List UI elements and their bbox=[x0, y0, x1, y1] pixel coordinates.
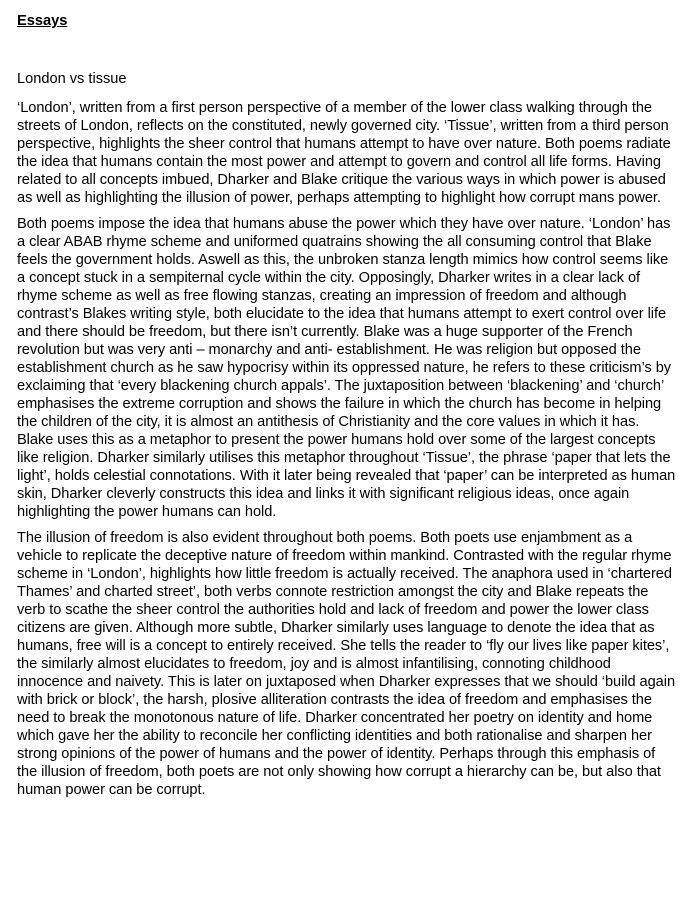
document-body bbox=[17, 12, 679, 799]
page-heading: Essays bbox=[17, 13, 68, 29]
paragraph-illusion-of-freedom: The illusion of freedom is also evident throughout both poems. Both poets use enjambment as a vehicle to replicate the deceptive nature of freedom within mankind. Contrasted with the regular rhyme scheme in ‘London’, highlights how little freedom is actually received. The anaphora used in ‘chartered Thames’ and charted street’, both verbs connote restriction amongst the city and Blake repeats the verb to scathe the sheer control the authorities hold and lack of freedom and power the lower class citizens are given. Although more subtle, Dharker similarly uses language to denote the idea that as humans, free will is a concept to entirely received. She tells the reader to ‘fly our lives like paper kites’, the similarly almost elucidates to freedom, joy and is almost infantilising, connoting childhood innocence and naivety. This is later on juxtaposed when Dharker expresses that we should ‘build again with brick or block’, the harsh, plosive alliteration contrasts the idea of freedom and emphasises the need to break the monotonous nature of life. Dharker concentrated her poetry on identity and home which gave her the ability to reconcile her conflicting identities and both rationalise and sharpen her strong opinions of the power of humans and the power of identity. Perhaps through this emphasis of the illusion of freedom, both poets are not only showing how corrupt a hierarchy can be, but also that human power can be corrupt. bbox=[17, 530, 676, 798]
essay-title: London vs tissue bbox=[17, 71, 127, 87]
paragraph-intro: ‘London’, written from a first person perspective of a member of the lower class walking through the streets of London, reflects on the constituted, newly governed city. ‘Tissue’, written from a third person perspective, highlights the sheer control that humans attempt to have over nature. Both poems radiate the idea that humans contain the most power and attempt to govern and control all life forms. Having related to all concepts imbued, Dharker and Blake critique the various ways in which power is abused as well as highlighting the illusion of power, perhaps attempting to highlight how corrupt mans power. bbox=[17, 100, 671, 206]
paragraph-power-over-nature: Both poems impose the idea that humans abuse the power which they have over nature. ‘London’ has a clear ABAB rhyme scheme and uniformed quatrains showing the all consuming control that Blake feels the government holds. Aswell as this, the unbroken stanza length mimics how control seems like a concept stuck in a sempiternal cycle within the city. Opposingly, Dharker writes in a clear lack of rhyme scheme as well as free flowing stanzas, creating an impression of freedom and although contrast’s Blakes writing style, both elucidate to the idea that humans attempt to exert control over life and there should be freedom, but there isn’t currently. Blake was a huge supporter of the French revolution but was very anti – monarchy and anti- establishment. He was religion but opposed the establishment church as he saw hypocrisy within its oppressed nature, he refers to these criticism’s by exclaiming that ‘every blackening church appals’. The juxtaposition between ‘blackening’ and ‘church’ emphasises the extreme corruption and shows the failure in which the church has become in helping the children of the city, it is almost an antithesis of Christianity and the core values in which it has. Blake uses this as a metaphor to present the power humans hold over some of the largest concepts like religion. Dharker similarly utilises this metaphor throughout ‘Tissue’, the phrase ‘paper that lets the light’, holds celestial connotations. With it later being revealed that ‘paper’ can be interpreted as human skin, Dharker cleverly constructs this idea and links it with significant religious ideas, once again highlighting the power humans can hold. bbox=[17, 216, 676, 520]
